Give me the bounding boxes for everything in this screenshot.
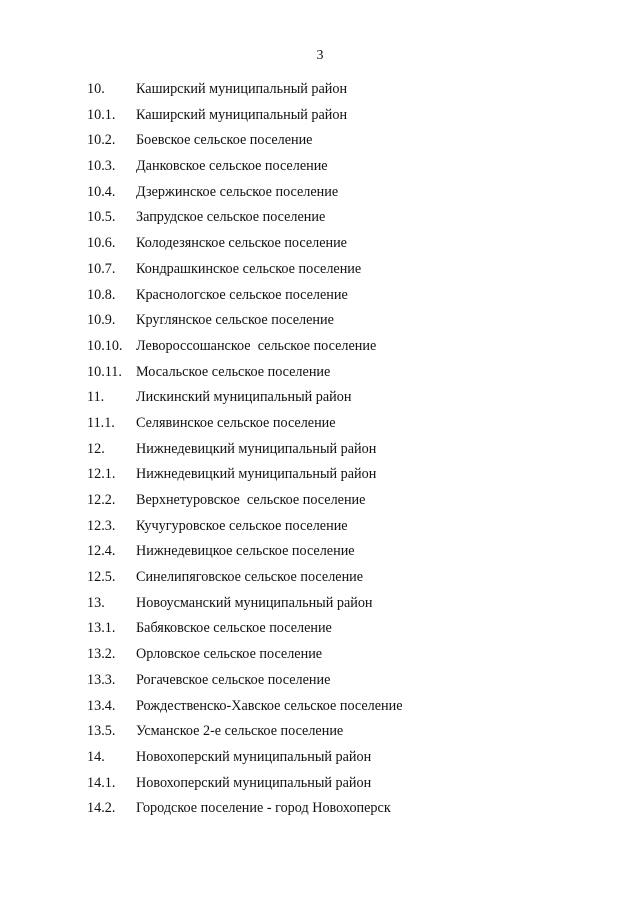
item-number: 10.3. bbox=[87, 158, 116, 175]
item-name: Боевское сельское поселение bbox=[136, 132, 313, 149]
item-number: 14. bbox=[87, 748, 105, 765]
item-name: Городское поселение - город Новохоперск bbox=[136, 800, 391, 817]
list-item bbox=[87, 594, 587, 620]
list-item bbox=[87, 697, 587, 723]
list-item bbox=[87, 106, 587, 132]
item-number: 10.8. bbox=[87, 286, 116, 303]
item-name: Краснологское сельское поселение bbox=[136, 286, 348, 303]
item-number: 12.3. bbox=[87, 517, 116, 534]
list-item bbox=[87, 183, 587, 209]
item-name: Рождественско-Хавское сельское поселение bbox=[136, 697, 403, 714]
item-name: Синелипяговское сельское поселение bbox=[136, 569, 364, 586]
item-number: 11.1. bbox=[87, 414, 115, 431]
item-name: Кучугуровское сельское поселение bbox=[136, 517, 348, 534]
item-name: Усманское 2-е сельское поселение bbox=[136, 723, 344, 740]
item-number: 13.5. bbox=[87, 723, 116, 740]
list-item bbox=[87, 414, 587, 440]
item-name: Лискинский муниципальный район bbox=[136, 389, 352, 406]
item-number: 10.10. bbox=[87, 337, 123, 354]
item-name: Новохоперский муниципальный район bbox=[136, 748, 372, 765]
list-item bbox=[87, 208, 587, 234]
item-number: 12.2. bbox=[87, 492, 116, 508]
item-number: 10.4. bbox=[87, 183, 116, 200]
item-name: Новохоперский муниципальный район bbox=[136, 774, 372, 791]
list-item bbox=[87, 286, 587, 312]
list-item bbox=[87, 774, 587, 800]
item-number: 10.1. bbox=[87, 106, 116, 123]
item-number: 10.9. bbox=[87, 312, 116, 329]
list-item bbox=[87, 748, 587, 774]
list-item bbox=[87, 491, 587, 517]
list-item bbox=[87, 157, 587, 183]
item-number: 10.11. bbox=[87, 363, 122, 380]
list-item bbox=[87, 517, 587, 543]
item-number: 13.3. bbox=[87, 671, 116, 688]
list-item bbox=[87, 799, 587, 825]
list-item bbox=[87, 542, 587, 568]
list-item bbox=[87, 363, 587, 389]
list-item bbox=[87, 337, 587, 363]
list-item bbox=[87, 311, 587, 337]
item-number: 12. bbox=[87, 440, 105, 457]
list-item bbox=[87, 645, 587, 671]
item-number: 14.1. bbox=[87, 774, 116, 791]
item-number: 10. bbox=[87, 81, 105, 97]
item-number: 14.2. bbox=[87, 800, 116, 817]
item-name: Орловское сельское поселение bbox=[136, 646, 323, 663]
item-name: Дзержинское сельское поселение bbox=[136, 183, 339, 200]
list-item bbox=[87, 234, 587, 260]
item-number: 10.2. bbox=[87, 132, 116, 149]
list-item bbox=[87, 260, 587, 286]
item-number: 13.4. bbox=[87, 697, 116, 714]
item-name: Круглянское сельское поселение bbox=[136, 312, 334, 329]
list-item bbox=[87, 671, 587, 697]
item-name: Рогачевское сельское поселение bbox=[136, 671, 331, 688]
list-item bbox=[87, 131, 587, 157]
item-number: 13. bbox=[87, 594, 105, 611]
list-item bbox=[87, 388, 587, 414]
item-number: 10.6. bbox=[87, 235, 116, 252]
list-item bbox=[87, 465, 587, 491]
item-name: Нижнедевицкое сельское поселение bbox=[136, 543, 355, 560]
item-name: Кондрашкинское сельское поселение bbox=[136, 260, 362, 277]
item-name: Нижнедевицкий муниципальный район bbox=[136, 466, 377, 483]
item-number: 12.1. bbox=[87, 466, 116, 483]
item-number: 12.5. bbox=[87, 569, 116, 586]
item-name: Селявинское сельское поселение bbox=[136, 414, 336, 431]
item-number: 10.7. bbox=[87, 260, 116, 277]
item-name: Данковское сельское поселение bbox=[136, 158, 328, 175]
item-number: 10.5. bbox=[87, 209, 116, 226]
list-item bbox=[87, 619, 587, 645]
item-number: 11. bbox=[87, 389, 105, 406]
municipality-list bbox=[87, 80, 587, 825]
item-name: Запрудское сельское поселение bbox=[136, 209, 326, 226]
page-number: 3 bbox=[316, 48, 324, 63]
item-name: Новоусманский муниципальный район bbox=[136, 594, 373, 611]
list-item bbox=[87, 440, 587, 466]
item-number: 13.1. bbox=[87, 620, 116, 637]
list-item bbox=[87, 80, 587, 106]
item-number: 12.4. bbox=[87, 543, 116, 560]
item-name: Нижнедевицкий муниципальный район bbox=[136, 440, 377, 457]
item-name: Бабяковское сельское поселение bbox=[136, 620, 332, 637]
item-name: Левороссошанское сельское поселение bbox=[136, 337, 377, 354]
item-number: 13.2. bbox=[87, 646, 116, 663]
item-name: Мосальское сельское поселение bbox=[136, 363, 331, 380]
item-name: Верхнетуровское сельское поселение bbox=[136, 492, 366, 508]
list-item bbox=[87, 568, 587, 594]
item-name: Каширский муниципальный район bbox=[136, 81, 348, 97]
item-name: Каширский муниципальный район bbox=[136, 106, 348, 123]
item-name: Колодезянское сельское поселение bbox=[136, 235, 347, 252]
list-item bbox=[87, 722, 587, 748]
